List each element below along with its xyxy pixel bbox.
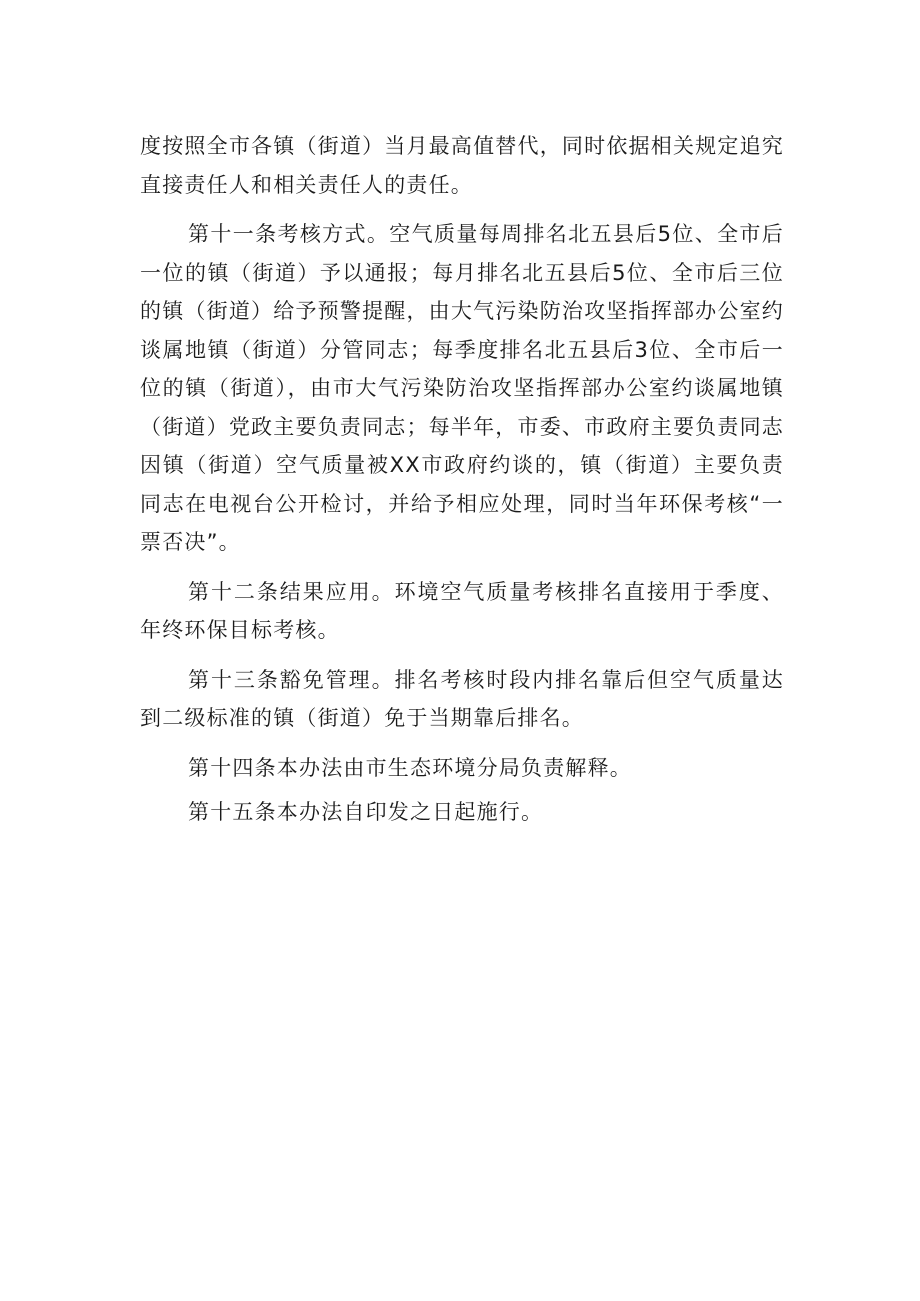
paragraph-article-14: 第十四条本办法由市生态环境分局负责解释。 [188,755,632,780]
paragraph-article-13: 第十三条豁免管理。排名考核时段内排名靠后但空气质量达到二级标准的镇（街道）免于当期靠后排名。 [140,667,784,730]
paragraph-continuation: 度按照全市各镇（街道）当月最高值替代，同时依据相关规定追究直接责任人和相关责任人的责任。 [140,134,784,197]
document-body [140,127,784,832]
paragraph-article-12: 第十二条结果应用。环境空气质量考核排名直接用于季度、年终环保目标考核。 [140,579,784,642]
paragraph-article-11: 第十一条考核方式。空气质量每周排名北五县后5位、全市后一位的镇（街道）予以通报；每月排名北五县后5位、全市后三位的镇（街道）给予预警提醒，由大气污染防治攻坚指挥部办公室约谈属地镇（街道）分管同志；每季度排名北五县后3位、全市后一位的镇（街道），由市大气污染防治攻坚指挥部办公室约谈属地镇（街道）党政主要负责同志；每半年，市委、市政府主要负责同志因镇（街道）空气质量被XX市政府约谈的，镇（街道）主要负责同志在电视台公开检讨，并给予相应处理，同时当年环保考核“一票否决”。 [140,222,784,554]
paragraph-article-15: 第十五条本办法自印发之日起施行。 [188,800,544,824]
